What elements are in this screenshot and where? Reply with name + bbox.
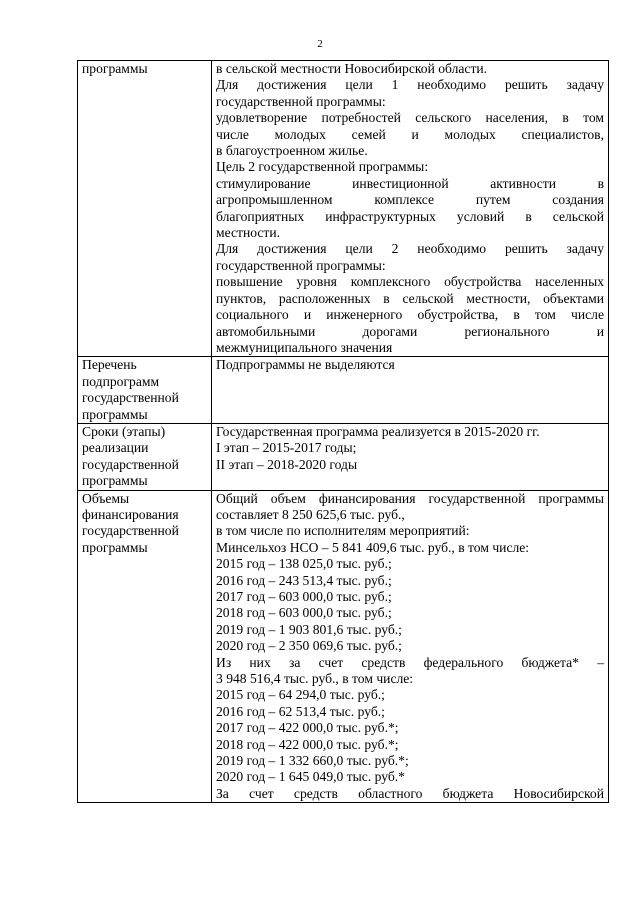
passport-table-body	[78, 61, 609, 803]
row-value-line: повышение уровня комплексного обустройства населенных	[216, 274, 604, 290]
row-label-cell	[78, 357, 212, 424]
row-value-line: 2019 год – 1 332 660,0 тыс. руб.*;	[216, 753, 409, 769]
row-value-line: 2020 год – 1 645 049,0 тыс. руб.*	[216, 769, 405, 785]
row-label-cell	[78, 423, 212, 490]
table-row	[78, 357, 609, 424]
row-value-line: Для достижения цели 1 необходимо решить задачу	[216, 77, 604, 93]
row-value-cell	[212, 490, 609, 803]
row-value-line: Подпрограммы не выделяются	[216, 357, 395, 373]
row-value-cell	[212, 423, 609, 490]
row-value-line: автомобильными дорогами регионального и	[216, 323, 604, 339]
row-value-line: в сельской местности Новосибирской области.	[216, 61, 488, 76]
row-value-line: 2017 год – 603 000,0 тыс. руб.;	[216, 589, 392, 604]
row-value-line: агропромышленном комплексе путем создания	[216, 192, 604, 208]
page-number: 2	[317, 38, 323, 50]
row-value-line: 2018 год – 422 000,0 тыс. руб.*;	[216, 736, 399, 752]
row-value-line: 2015 год – 138 025,0 тыс. руб.;	[216, 556, 392, 572]
table-row	[78, 423, 609, 490]
row-label-line: программы	[82, 406, 148, 422]
row-value-line: 2016 год – 62 513,4 тыс. руб.;	[216, 703, 385, 719]
row-value-line: пунктов, расположенных в сельской местности, объектами	[216, 290, 604, 306]
row-value-line: II этап – 2018-2020 годы	[216, 456, 358, 472]
row-value-line: 2015 год – 64 294,0 тыс. руб.;	[216, 687, 385, 703]
table-row	[78, 61, 609, 357]
row-value-line: стимулирование инвестиционной активности в	[216, 175, 604, 191]
row-value-line: благоприятных инфраструктурных условий в сельской	[216, 208, 604, 224]
row-value-line: 2017 год – 422 000,0 тыс. руб.*;	[216, 720, 399, 736]
row-value-cell	[212, 357, 609, 424]
row-label-line: Сроки (этапы)	[82, 423, 166, 439]
table-row	[78, 490, 609, 803]
row-value-line: Для достижения цели 2 необходимо решить задачу	[216, 241, 604, 257]
row-value-line: 2019 год – 1 903 801,6 тыс. руб.;	[216, 621, 402, 637]
row-value-cell	[212, 61, 609, 357]
row-label-line: программы	[82, 539, 148, 555]
row-value-line: числе молодых семей и молодых специалистов,	[216, 126, 604, 142]
row-label-line: программы	[82, 61, 148, 76]
row-value-line: Минсельхоз НСО – 5 841 409,6 тыс. руб., в том числе:	[216, 539, 530, 555]
row-value-line: 2020 год – 2 350 069,6 тыс. руб.;	[216, 638, 402, 654]
row-label-line: Перечень	[82, 357, 137, 373]
row-value-line: государственной программы:	[216, 93, 386, 109]
row-value-line: государственной программы:	[216, 257, 386, 273]
row-label-line: государственной	[82, 523, 179, 539]
row-value-line: 2016 год – 243 513,4 тыс. руб.;	[216, 572, 392, 588]
row-label-line: финансирования	[82, 506, 179, 522]
row-label-line: государственной	[82, 390, 179, 406]
program-passport-table	[77, 60, 609, 803]
row-value-line: За счет средств областного бюджета Новосибирской	[216, 785, 604, 801]
row-value-line: местности.	[216, 225, 281, 241]
row-value-line: Общий объем финансирования государственной программы	[216, 490, 604, 506]
row-value-line: 3 948 516,4 тыс. руб., в том числе:	[216, 671, 414, 687]
row-value-line: социального и инженерного обустройства, в том числе	[216, 307, 604, 323]
row-label-line: государственной	[82, 456, 179, 472]
row-label-cell	[78, 490, 212, 803]
row-value-line: Из них за счет средств федерального бюджета* –	[216, 654, 604, 670]
row-value-line: в том числе по исполнителям мероприятий:	[216, 523, 470, 539]
row-value-line: удовлетворение потребностей сельского населения, в том	[216, 110, 604, 126]
row-label-line: Объемы	[82, 490, 130, 506]
row-value-line: Цель 2 государственной программы:	[216, 159, 429, 175]
row-label-cell	[78, 61, 212, 357]
row-value-line: в благоустроенном жилье.	[216, 143, 368, 159]
row-value-line: Государственная программа реализуется в 2015-2020 гг.	[216, 423, 540, 439]
row-value-line: I этап – 2015-2017 годы;	[216, 440, 357, 456]
row-label-line: реализации	[82, 440, 149, 456]
row-value-line: составляет 8 250 625,6 тыс. руб.,	[216, 506, 405, 522]
row-value-line: межмуниципального значения	[216, 339, 393, 355]
row-label-line: программы	[82, 473, 148, 489]
row-label-line: подпрограмм	[82, 373, 160, 389]
row-value-line: 2018 год – 603 000,0 тыс. руб.;	[216, 605, 392, 621]
